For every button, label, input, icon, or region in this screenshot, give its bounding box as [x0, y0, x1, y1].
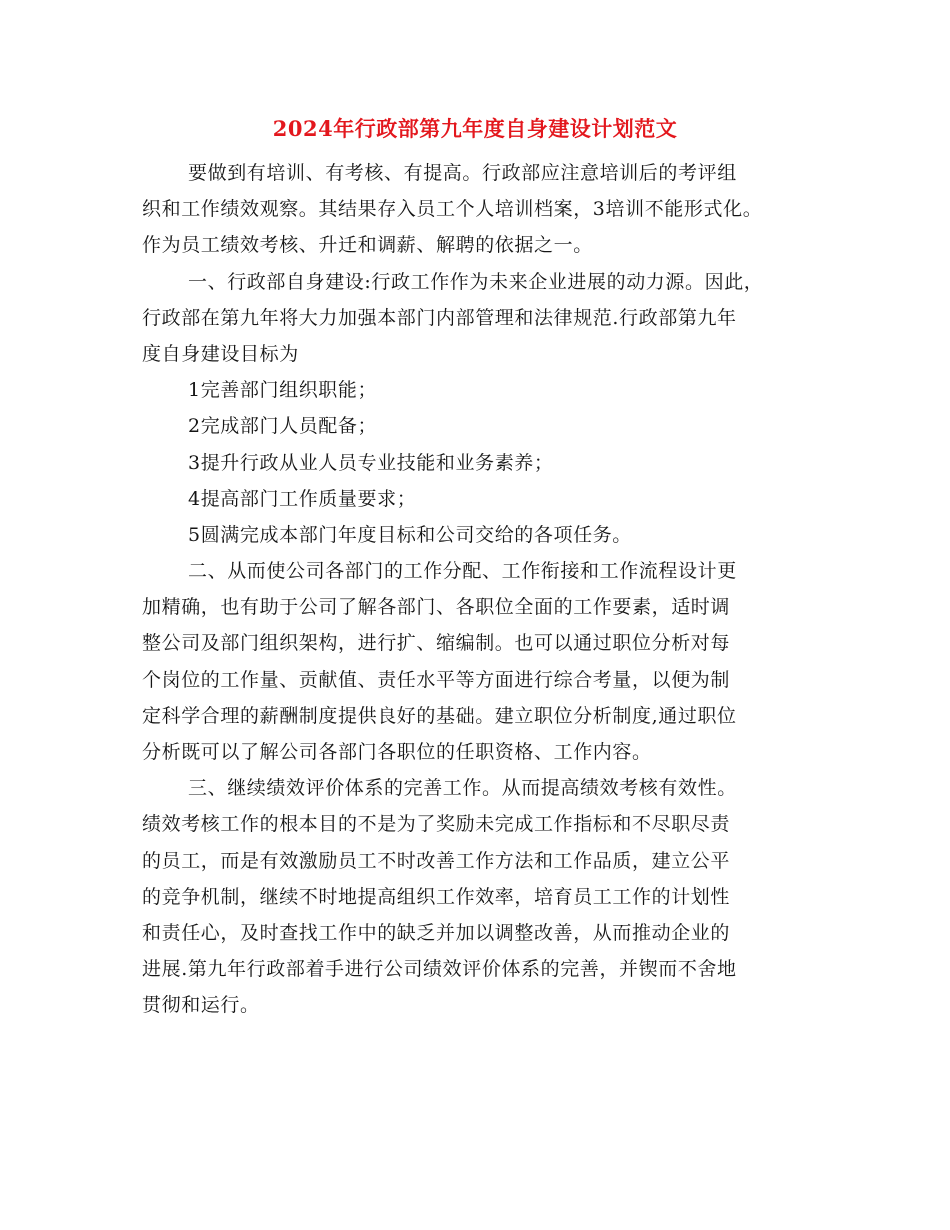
- text-line: 5圆满完成本部门年度目标和公司交给的各项任务。: [188, 523, 632, 546]
- text-line: 要做到有培训、有考核、有提高。行政部应注意培训后的考评组: [188, 162, 737, 184]
- document-body: [142, 155, 812, 1024]
- text-line: 3提升行政从业人员专业技能和业务素养；: [188, 451, 554, 474]
- text-line: 1完善部门组织职能；: [188, 379, 378, 402]
- text-line: 加精确，也有助于公司了解各部门、各职位全面的工作要素，适时调: [142, 596, 731, 619]
- text-line: 贯彻和运行。: [142, 994, 260, 1017]
- text-line: 进展.第九年行政部着手进行公司绩效评价体系的完善，并锲而不舍地: [142, 958, 737, 981]
- text-line: 二、从而使公司各部门的工作分配、工作衔接和工作流程设计更: [188, 560, 737, 583]
- text-line: 分析既可以了解公司各部门各职位的任职资格、工作内容。: [142, 741, 652, 763]
- text-line: 一、行政部自身建设:行政工作作为未来企业进展的动力源。因此，: [188, 270, 764, 293]
- text-line: 度自身建设目标为: [142, 342, 299, 365]
- text-line: 和责任心，及时查找工作中的缺乏并加以调整改善，从而推动企业的: [142, 921, 731, 944]
- document-title: 2024年行政部第九年度自身建设计划范文: [272, 116, 678, 141]
- text-line: 个岗位的工作量、贡献值、责任水平等方面进行综合考量，以便为制: [142, 668, 731, 691]
- text-line: 的员工，而是有效激励员工不时改善工作方法和工作品质，建立公平: [142, 849, 731, 872]
- text-line: 绩效考核工作的根本目的不是为了奖励未完成工作指标和不尽职尽责: [142, 813, 731, 836]
- text-line: 织和工作绩效观察。其结果存入员工个人培训档案，3培训不能形式化。: [142, 198, 763, 221]
- text-line: 定科学合理的薪酬制度提供良好的基础。建立职位分析制度,通过职位: [142, 704, 737, 727]
- text-line: 整公司及部门组织架构，进行扩、缩编制。也可以通过职位分析对每: [142, 632, 731, 655]
- text-line: 2完成部门人员配备；: [188, 415, 378, 438]
- text-line: 三、继续绩效评价体系的完善工作。从而提高绩效考核有效性。: [188, 777, 737, 800]
- text-line: 的竞争机制，继续不时地提高组织工作效率，培育员工工作的计划性: [142, 885, 731, 908]
- text-line: 作为员工绩效考核、升迁和调薪、解聘的依据之一。: [142, 234, 593, 257]
- text-line: 4提高部门工作质量要求；: [188, 487, 417, 510]
- text-line: 行政部在第九年将大力加强本部门内部管理和法律规范.行政部第九年: [142, 306, 737, 329]
